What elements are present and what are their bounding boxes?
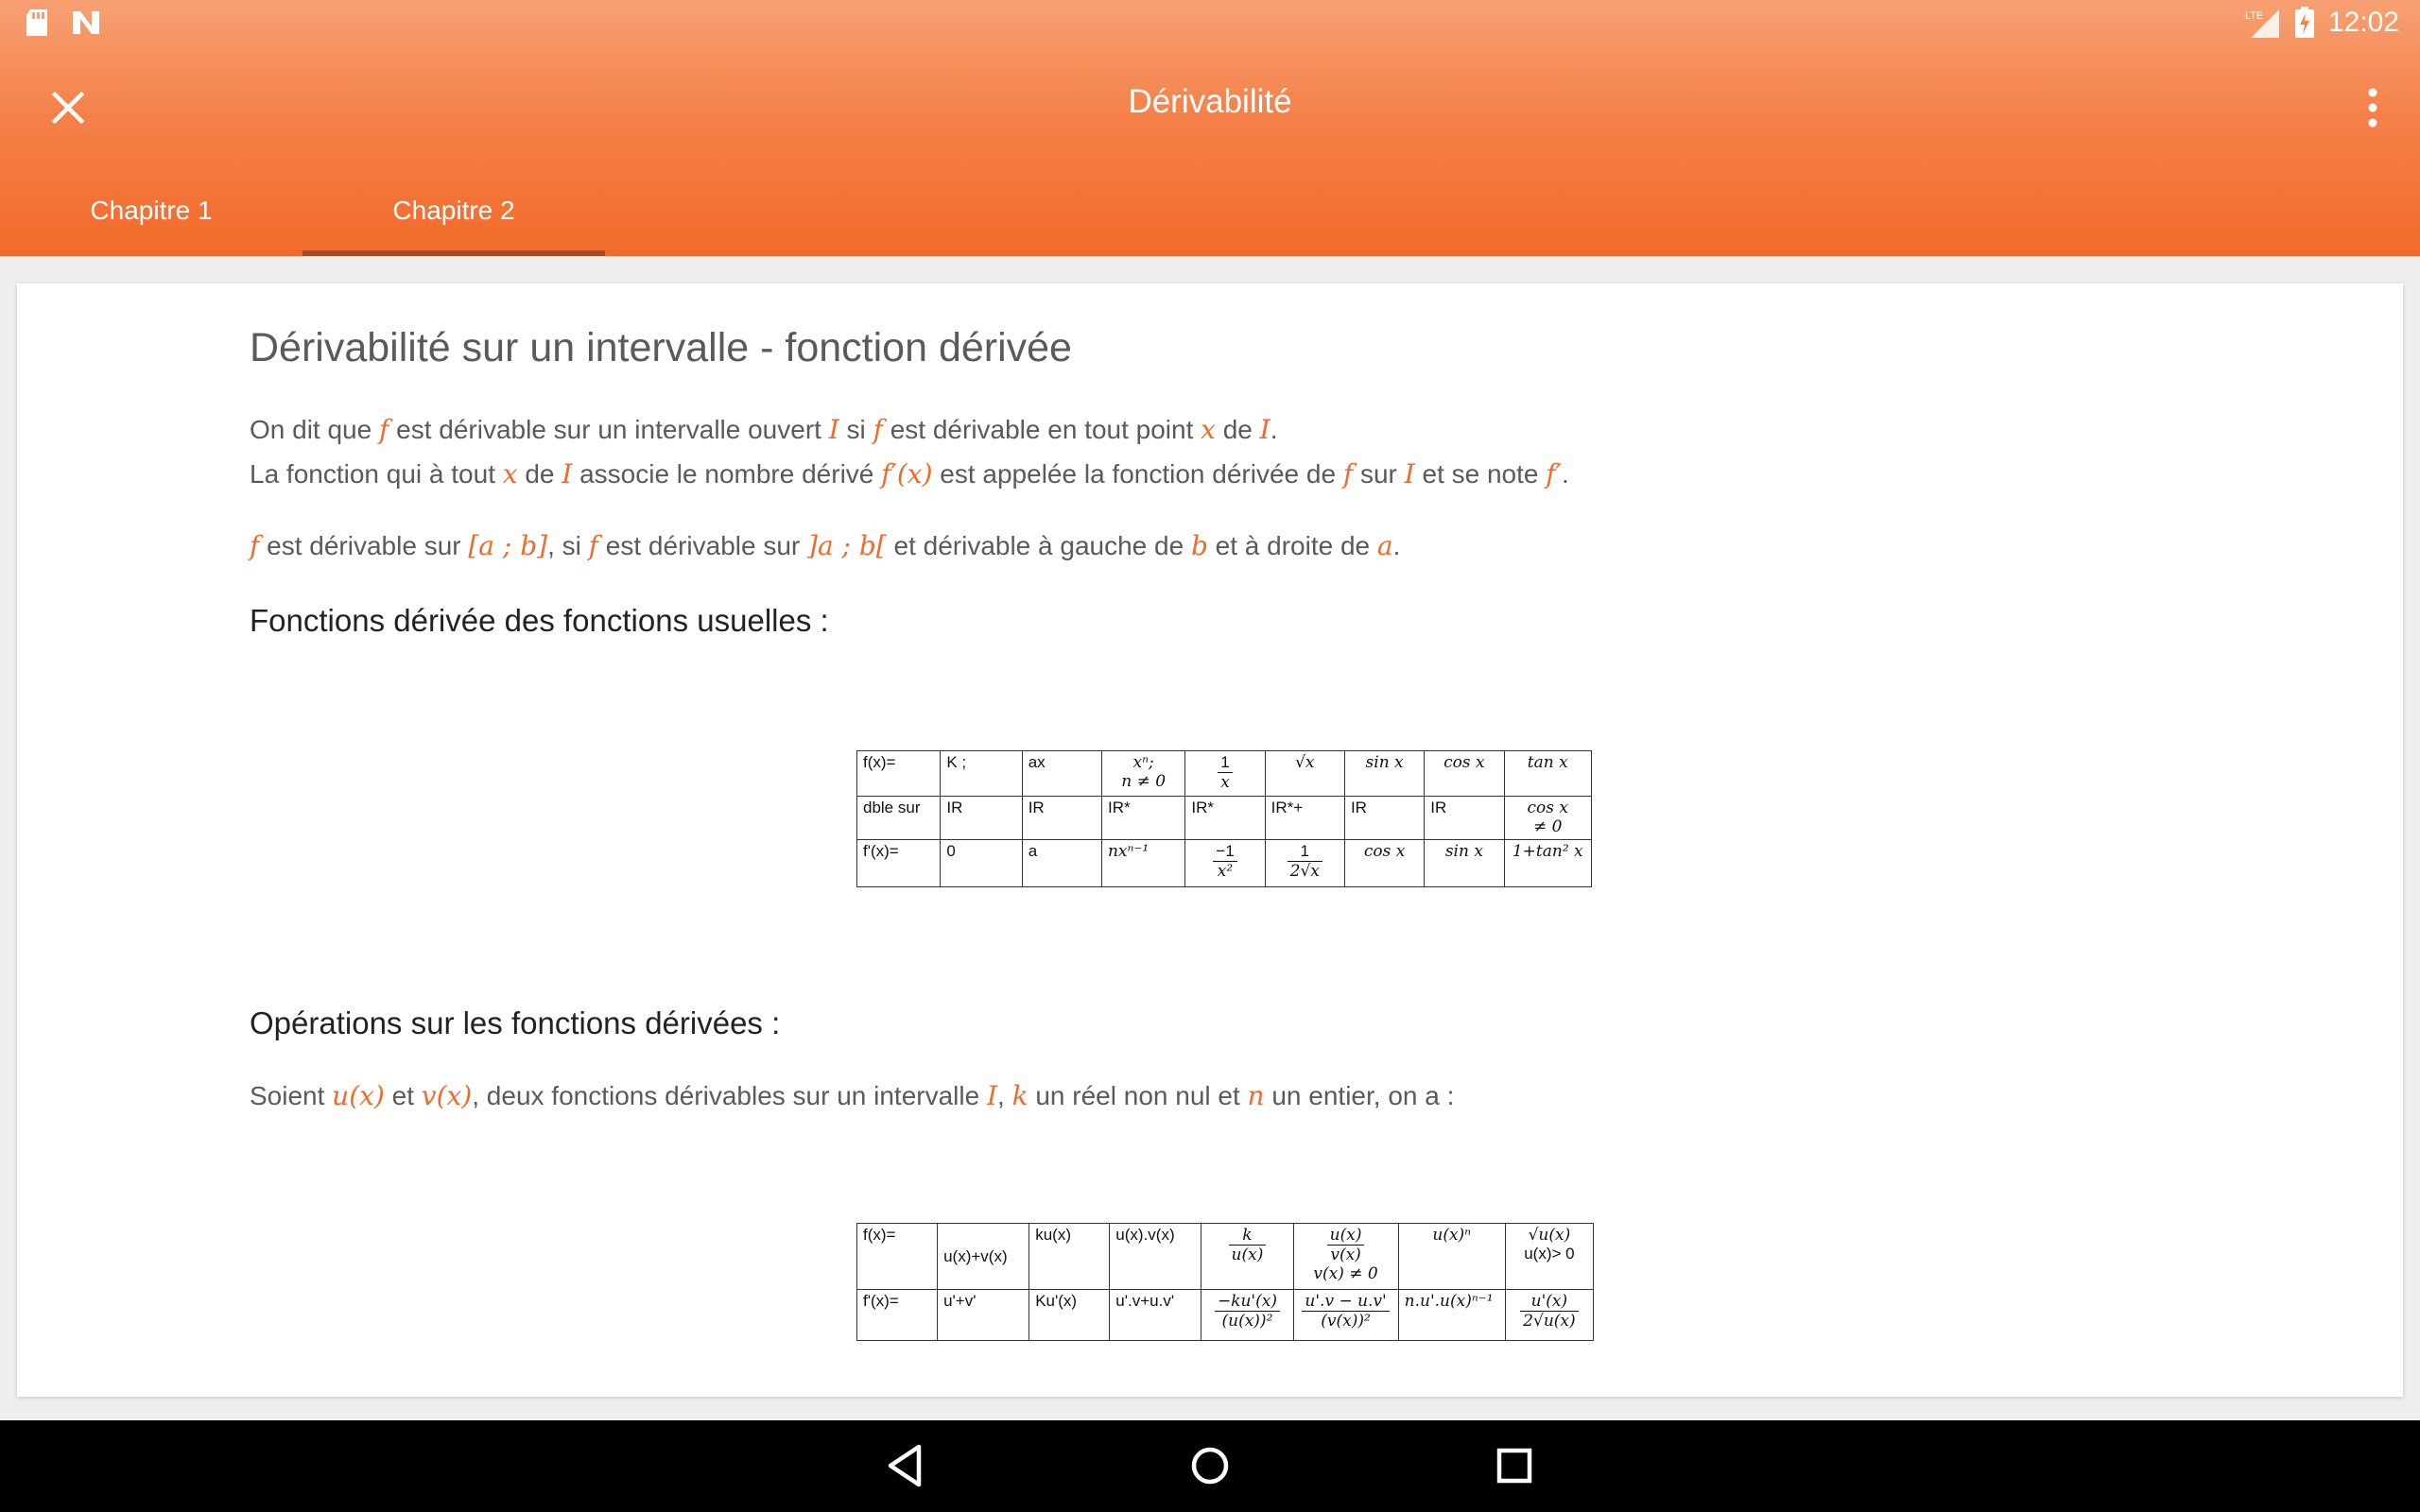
table-cell: ax: [1022, 751, 1101, 797]
math-x-n: xⁿ;: [1132, 753, 1154, 772]
math-f-prime-x: f′(x): [881, 458, 933, 490]
table-cell: [1265, 751, 1344, 797]
text: Soient: [250, 1081, 333, 1110]
numerator: −ku'(x): [1215, 1292, 1280, 1312]
table-cell: [1185, 751, 1265, 797]
table-cell: f(x)=: [857, 751, 941, 797]
table-cell: [1101, 840, 1184, 887]
table-row: [857, 1224, 1594, 1290]
math-sqrt-u: √u(x): [1528, 1226, 1571, 1245]
math-sqrt-x: √x: [1295, 753, 1315, 772]
tab-chapitre-1[interactable]: Chapitre 1: [90, 195, 213, 225]
table-cell: Ku'(x): [1029, 1290, 1110, 1341]
table-cell: [1425, 751, 1504, 797]
status-bar: [0, 0, 2420, 45]
math-n: n: [1247, 1080, 1265, 1111]
table-cell: [1293, 1224, 1398, 1290]
table-cell: 0: [941, 840, 1022, 887]
battery-charging-icon: [2294, 7, 2315, 39]
table-cell: [1101, 751, 1184, 797]
math-u-x: u(x): [332, 1080, 385, 1111]
table-cell: IR: [1425, 797, 1504, 840]
denominator: 2√u(x): [1523, 1312, 1576, 1331]
math-f: f: [378, 414, 389, 445]
text: est dérivable sur: [598, 531, 808, 560]
numerator: u'.v − u.v': [1302, 1292, 1389, 1312]
more-options-icon[interactable]: [2346, 81, 2399, 134]
text: est appelée la fonction dérivée de: [932, 459, 1343, 489]
table-cell: [1425, 840, 1504, 887]
text: et: [384, 1081, 422, 1110]
fraction: [1218, 753, 1233, 792]
system-nav-bar: [0, 1420, 2420, 1512]
lesson-heading: Dérivabilité sur un intervalle - fonction dérivée: [250, 325, 1072, 370]
table-cell: f(x)=: [857, 1224, 938, 1290]
content-card: [17, 284, 2403, 1397]
table-cell: [1505, 1290, 1593, 1341]
text: est dérivable sur un intervalle ouvert: [389, 415, 829, 444]
table-cell: [1504, 840, 1591, 887]
fraction: [1288, 842, 1322, 881]
table-cell: [1505, 1224, 1593, 1290]
denominator: (u(x))²: [1221, 1312, 1273, 1331]
math-I: I: [562, 458, 573, 490]
table-cell: a: [1022, 840, 1101, 887]
text: est dérivable en tout point: [882, 415, 1201, 444]
math-k: k: [1011, 1080, 1028, 1111]
math-f-prime: f′: [1546, 458, 1562, 490]
math-n-nonzero: n ≠ 0: [1121, 772, 1167, 791]
math-cos: cos x: [1527, 799, 1568, 817]
table-cell: dble sur: [857, 797, 941, 840]
math-b: b: [1190, 530, 1208, 561]
table-cell: [1265, 840, 1344, 887]
table-cell: [1398, 1290, 1505, 1341]
table-cell: [1344, 751, 1424, 797]
fraction: [1520, 1292, 1578, 1331]
table-cell: [1504, 797, 1591, 840]
app-bar: [0, 0, 2420, 256]
table-row: [857, 840, 1592, 887]
table-row: [857, 1290, 1594, 1341]
paragraph-definition-1: [250, 414, 1278, 445]
math-x: x: [502, 458, 518, 490]
math-I: I: [1259, 414, 1270, 445]
numerator: 1: [1218, 753, 1233, 773]
text: La fonction qui à tout: [250, 459, 503, 489]
math-n-x-n-minus-1: nxⁿ⁻¹: [1107, 842, 1150, 861]
table-cell: IR*+: [1265, 797, 1344, 840]
math-I: I: [828, 414, 839, 445]
numerator: 1: [1288, 842, 1322, 862]
text: un réel non nul et: [1028, 1081, 1248, 1110]
math-I: I: [986, 1080, 998, 1111]
table-cell: u'.v+u.v': [1110, 1290, 1201, 1341]
page-title: Dérivabilité: [1128, 83, 1292, 120]
denominator: x²: [1217, 862, 1234, 881]
text: , deux fonctions dérivables sur un intervalle: [472, 1081, 987, 1110]
math-nonzero: ≠ 0: [1533, 817, 1563, 836]
table-cell: K ;: [941, 751, 1022, 797]
signal-lte-icon: [2243, 6, 2281, 40]
denominator: u(x): [1231, 1246, 1264, 1264]
table-cell: u(x)+v(x): [938, 1224, 1029, 1290]
derivative-operations-table: [856, 1223, 1594, 1341]
math-sin: sin x: [1365, 753, 1404, 772]
paragraph-operations: [250, 1080, 1454, 1111]
table-cell: IR*: [1185, 797, 1265, 840]
math-closed-interval: [a ; b]: [468, 530, 548, 561]
status-time: 12:02: [2327, 7, 2399, 38]
text: .: [1562, 459, 1569, 489]
paragraph-interval: [250, 530, 1400, 561]
numerator: u'(x): [1520, 1292, 1578, 1312]
numerator: u(x): [1327, 1226, 1365, 1246]
fraction: [1229, 1226, 1267, 1264]
math-n-u-prime-u-power: n.u'.u(x)ⁿ⁻¹: [1404, 1292, 1494, 1311]
chapter-tabs: [0, 164, 2420, 256]
n-notification-icon: [70, 9, 102, 37]
math-v-x: v(x): [421, 1080, 473, 1111]
paragraph-definition-2: [250, 458, 1569, 490]
table-cell: u'+v': [938, 1290, 1029, 1341]
table-cell: [1185, 840, 1265, 887]
table-cell: [1201, 1290, 1293, 1341]
text: est dérivable sur: [259, 531, 469, 560]
math-f: f: [1342, 458, 1354, 490]
table-cell: IR: [1022, 797, 1101, 840]
math-a: a: [1376, 530, 1393, 561]
math-f: f: [873, 414, 883, 445]
table-cell: [1344, 840, 1424, 887]
table-cell: [1293, 1290, 1398, 1341]
table-cell: IR: [1344, 797, 1424, 840]
fraction: [1302, 1292, 1389, 1331]
math-u-power-n: u(x)ⁿ: [1432, 1226, 1472, 1245]
text: On dit que: [250, 415, 379, 444]
text: de: [1215, 415, 1260, 444]
table-row: [857, 797, 1592, 840]
fraction: [1213, 842, 1236, 881]
home-icon[interactable]: [1182, 1437, 1238, 1494]
math-I: I: [1404, 458, 1415, 490]
math-tan: tan x: [1527, 753, 1568, 772]
text: .: [1392, 531, 1401, 560]
sd-card-icon: [23, 8, 51, 38]
math-x: x: [1201, 414, 1216, 445]
math-one-plus-tan-squared: 1+tan² x: [1512, 842, 1583, 861]
denominator: x: [1220, 773, 1230, 792]
math-cos: cos x: [1443, 753, 1485, 772]
math-u-positive: u(x)> 0: [1524, 1245, 1575, 1263]
denominator: (v(x))²: [1321, 1312, 1371, 1331]
back-icon[interactable]: [877, 1437, 934, 1494]
table-cell: ku(x): [1029, 1224, 1110, 1290]
text: ,: [997, 1081, 1012, 1110]
table-cell: f'(x)=: [857, 1290, 938, 1341]
fraction: [1215, 1292, 1280, 1331]
table-cell: u(x).v(x): [1110, 1224, 1201, 1290]
table-cell: [1504, 751, 1591, 797]
fraction: [1327, 1226, 1365, 1264]
denominator: 2√x: [1289, 862, 1320, 881]
numerator: k: [1229, 1226, 1267, 1246]
text: sur: [1353, 459, 1405, 489]
section-title-derivative-operations: Opérations sur les fonctions dérivées :: [250, 1005, 781, 1040]
text: un entier, on a :: [1264, 1081, 1455, 1110]
table-cell: [1398, 1224, 1505, 1290]
math-sin: sin x: [1444, 842, 1483, 861]
table-cell: IR*: [1101, 797, 1184, 840]
recents-icon[interactable]: [1486, 1437, 1543, 1494]
text: de: [517, 459, 562, 489]
toolbar: [0, 45, 2420, 164]
text: et dérivable à gauche de: [886, 531, 1191, 560]
text: , si: [547, 531, 589, 560]
math-v-nonzero: v(x) ≠ 0: [1313, 1264, 1378, 1283]
usual-derivatives-table: [856, 750, 1592, 887]
math-cos: cos x: [1363, 842, 1406, 861]
network-label: LTE: [2244, 10, 2264, 22]
text: .: [1270, 415, 1278, 444]
tab-chapitre-2[interactable]: Chapitre 2: [302, 164, 605, 256]
denominator: v(x): [1330, 1246, 1361, 1264]
table-cell: [1201, 1224, 1293, 1290]
text: et à droite de: [1207, 531, 1377, 560]
numerator: −1: [1213, 842, 1236, 862]
table-cell: IR: [941, 797, 1022, 840]
text: si: [838, 415, 873, 444]
table-cell: f'(x)=: [857, 840, 941, 887]
math-f: f: [250, 530, 260, 561]
math-open-interval: ]a ; b[: [807, 530, 887, 561]
table-row: [857, 751, 1592, 797]
text: associe le nombre dérivé: [572, 459, 882, 489]
section-title-usual-derivatives: Fonctions dérivée des fonctions usuelles :: [250, 603, 829, 638]
math-f: f: [588, 530, 599, 561]
text: et se note: [1414, 459, 1547, 489]
